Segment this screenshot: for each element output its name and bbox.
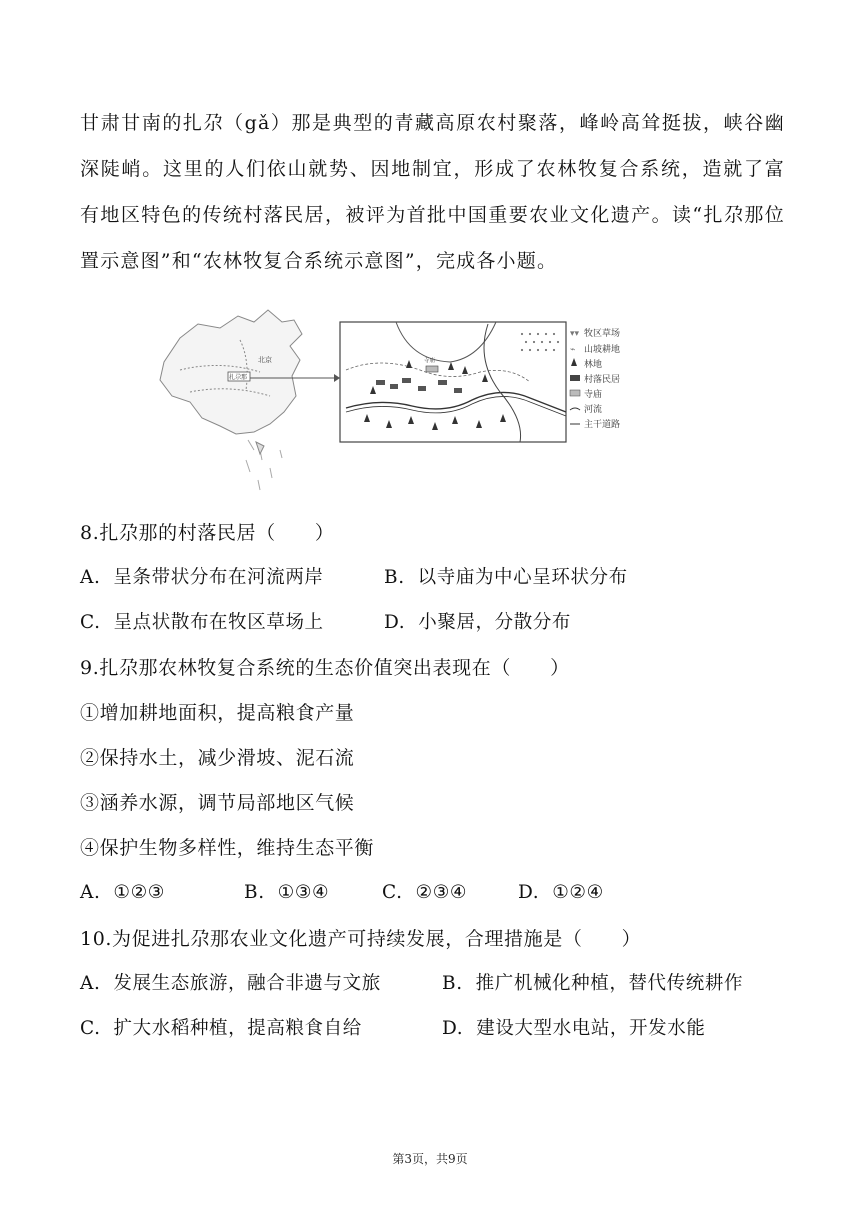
- question-10-stem: 10.为促进扎尕那农业文化遗产可持续发展，合理措施是（ ）: [80, 928, 642, 950]
- legend-slope-farmland: 山坡耕地: [584, 345, 621, 355]
- intro-paragraph: 甘肃甘南的扎尕（gǎ）那是典型的青藏高原农村聚落，峰岭高耸挺拔，峡谷幽深陡峭。这里的人们依山就势、因地制宜，形成了农林牧复合系统，造就了富有地区特色的传统村落民居，被评为首批中国重要农业文化遗产。读“扎尕那位置示意图”和“农林牧复合系统示意图”，完成各小题。: [80, 112, 785, 272]
- china-label-beijing: 北京: [258, 356, 272, 364]
- q9-option-c[interactable]: C. ②③④: [382, 882, 468, 903]
- q9-option-d[interactable]: D. ①②④: [518, 882, 604, 903]
- q10-option-d[interactable]: D. 建设大型水电站，开发水能: [442, 1018, 706, 1039]
- q8-option-c[interactable]: C. 呈点状散布在牧区草场上: [80, 612, 324, 633]
- question-9-stem: 9.扎尕那农林牧复合系统的生态价值突出表现在（ ）: [80, 657, 570, 679]
- svg-text:▾▾: ▾▾: [570, 329, 580, 339]
- q9-option-b[interactable]: B. ①③④: [244, 882, 330, 903]
- legend-village: 村落民居: [584, 375, 621, 385]
- question-8-stem: 8.扎尕那的村落民居（ ）: [80, 522, 335, 544]
- page-number: 第3页，共9页: [392, 1152, 468, 1166]
- system-diagram: [340, 322, 566, 442]
- q9-statement-1: ①增加耕地面积，提高粮食产量: [80, 702, 355, 724]
- map-legend: [570, 327, 620, 430]
- legend-road: 主干道路: [584, 420, 621, 430]
- q8-option-a[interactable]: A. 呈条带状分布在河流两岸: [80, 567, 324, 588]
- q8-option-b[interactable]: B. 以寺庙为中心呈环状分布: [384, 567, 628, 588]
- zhagana-figure: [150, 300, 650, 500]
- svg-text:⌁: ⌁: [570, 345, 576, 355]
- map-label-temple: 寺庙: [424, 358, 436, 364]
- china-location-map: [160, 310, 302, 490]
- legend-forest: 林地: [584, 360, 603, 370]
- q9-statement-2: ②保持水土，减少滑坡、泥石流: [80, 747, 355, 769]
- q9-statement-3: ③涵养水源，调节局部地区气候: [80, 792, 355, 814]
- q10-option-a[interactable]: A. 发展生态旅游，融合非遗与文旅: [80, 973, 381, 994]
- q10-option-b[interactable]: B. 推广机械化种植，替代传统耕作: [442, 973, 744, 994]
- q8-option-d[interactable]: D. 小聚居，分散分布: [384, 612, 572, 633]
- legend-river: 河流: [584, 405, 603, 415]
- legend-temple: 寺庙: [584, 390, 603, 400]
- china-label-zhagana: 扎尕那: [229, 374, 248, 381]
- legend-pasture: 牧区草场: [584, 329, 621, 339]
- q9-statement-4: ④保护生物多样性，维持生态平衡: [80, 837, 375, 859]
- q9-option-a[interactable]: A. ①②③: [80, 882, 165, 903]
- q10-option-c[interactable]: C. 扩大水稻种植，提高粮食自给: [80, 1018, 362, 1039]
